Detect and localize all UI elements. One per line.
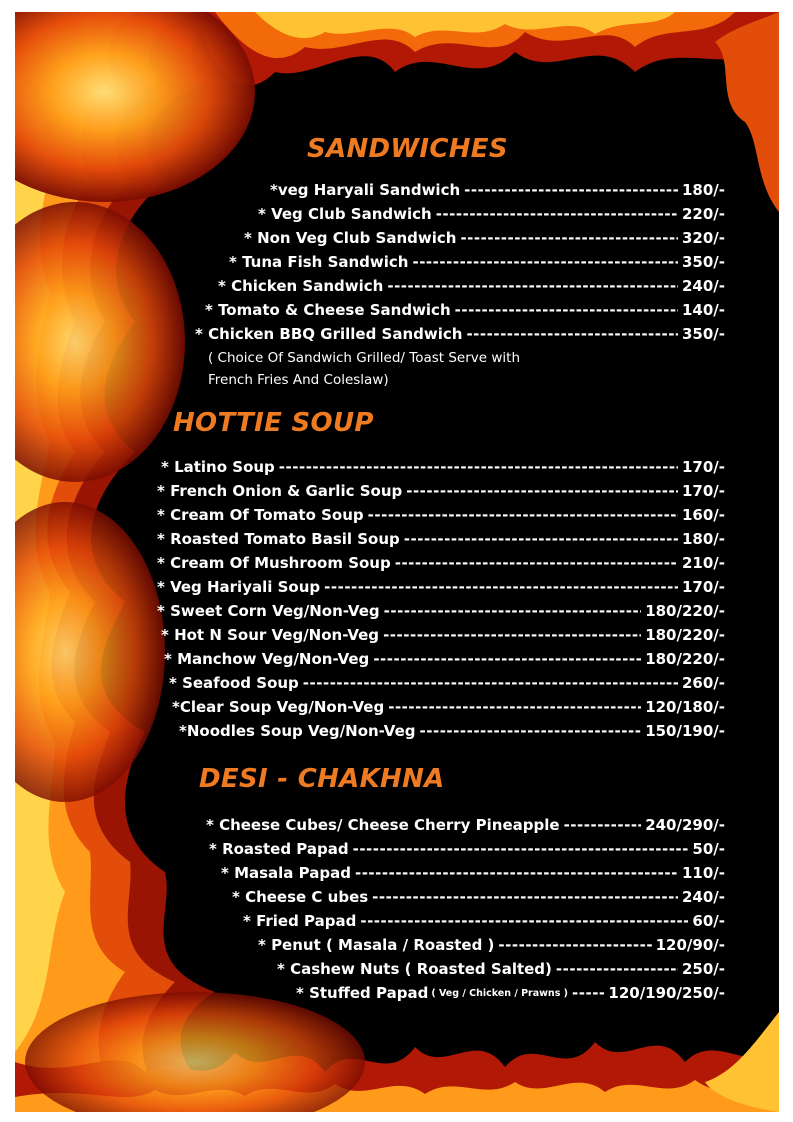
menu-item: [296, 982, 725, 1004]
leader-dots: [384, 602, 642, 620]
menu-item: [209, 838, 725, 860]
item-name: * Seafood Soup: [169, 674, 299, 692]
item-name: * Hot N Sour Veg/Non-Veg: [161, 626, 380, 644]
item-price: 180/220/-: [645, 650, 725, 668]
item-name: * Chicken BBQ Grilled Sandwich: [195, 325, 463, 343]
leader-dots: [388, 698, 641, 716]
item-price: 60/-: [692, 912, 725, 930]
menu-item: [244, 227, 725, 249]
item-name: *Clear Soup Veg/Non-Veg: [172, 698, 385, 716]
item-price: 210/-: [681, 554, 725, 572]
item-price: 240/290/-: [645, 816, 725, 834]
leader-dots: [355, 864, 678, 882]
item-price: 180/220/-: [645, 602, 725, 620]
menu-item: [164, 648, 725, 670]
item-name: * French Onion & Garlic Soup: [157, 482, 403, 500]
item-price: 240/-: [681, 277, 725, 295]
menu-item: [258, 203, 725, 225]
menu-item: [161, 456, 725, 478]
leader-dots: [360, 912, 688, 930]
item-subtext: ( Veg / Chicken / Prawns ): [431, 987, 569, 999]
item-name: * Sweet Corn Veg/Non-Veg: [157, 602, 380, 620]
leader-dots: [404, 530, 678, 548]
menu-item: [277, 958, 725, 980]
menu-item: [218, 275, 725, 297]
leader-dots: [387, 277, 678, 295]
leader-dots: [455, 301, 678, 319]
leader-dots: [572, 984, 604, 1002]
item-name: * Latino Soup: [161, 458, 275, 476]
item-name: * Stuffed Papad: [296, 984, 429, 1002]
item-price: 170/-: [681, 482, 725, 500]
item-name: * Chicken Sandwich: [218, 277, 384, 295]
item-price: 240/-: [681, 888, 725, 906]
menu-item: [169, 672, 725, 694]
item-price: 250/-: [681, 960, 725, 978]
item-name: * Cream Of Mushroom Soup: [157, 554, 391, 572]
item-name: * Non Veg Club Sandwich: [244, 229, 457, 247]
item-price: 260/-: [681, 674, 725, 692]
menu-item: [270, 179, 725, 201]
item-name: * Masala Papad: [221, 864, 351, 882]
menu-item: [157, 600, 725, 622]
leader-dots: [406, 482, 678, 500]
item-price: 140/-: [681, 301, 725, 319]
menu-item: [229, 251, 725, 273]
menu-page: [15, 12, 779, 1112]
menu-item: [243, 910, 725, 932]
item-name: * Penut ( Masala / Roasted ): [258, 936, 495, 954]
menu-item: [205, 299, 725, 321]
leader-dots: [303, 674, 678, 692]
item-price: 120/190/250/-: [608, 984, 725, 1002]
leader-dots: [324, 578, 678, 596]
menu-item: [195, 323, 725, 345]
item-price: 220/-: [681, 205, 725, 223]
leader-dots: [373, 650, 641, 668]
menu-item: [221, 862, 725, 884]
leader-dots: [353, 840, 689, 858]
leader-dots: [395, 554, 678, 572]
leader-dots: [412, 253, 678, 271]
menu-item: [258, 934, 725, 956]
section-title-sandwiches: SANDWICHES: [307, 134, 508, 164]
item-name: * Veg Hariyali Soup: [157, 578, 321, 596]
item-price: 50/-: [692, 840, 725, 858]
menu-item: [206, 814, 725, 836]
item-name: * Roasted Papad: [209, 840, 349, 858]
item-name: * Cheese C ubes: [232, 888, 369, 906]
item-price: 180/-: [681, 530, 725, 548]
item-price: 180/220/-: [645, 626, 725, 644]
item-name: * Tomato & Cheese Sandwich: [205, 301, 451, 319]
leader-dots: [564, 816, 642, 834]
leader-dots: [556, 960, 678, 978]
item-price: 160/-: [681, 506, 725, 524]
item-price: 350/-: [681, 253, 725, 271]
item-price: 170/-: [681, 458, 725, 476]
leader-dots: [372, 888, 678, 906]
leader-dots: [420, 722, 642, 740]
item-name: *Noodles Soup Veg/Non-Veg: [179, 722, 416, 740]
menu-item: [232, 886, 725, 908]
section-title-soup: HOTTIE SOUP: [173, 408, 374, 438]
item-price: 110/-: [681, 864, 725, 882]
section-title-chakhna: DESI - CHAKHNA: [199, 764, 445, 794]
leader-dots: [436, 205, 678, 223]
item-name: * Cheese Cubes/ Cheese Cherry Pineapple: [206, 816, 560, 834]
item-price: 180/-: [681, 181, 725, 199]
menu-item: [157, 504, 725, 526]
item-price: 320/-: [681, 229, 725, 247]
menu-item: [157, 528, 725, 550]
item-name: * Tuna Fish Sandwich: [229, 253, 409, 271]
item-name: * Roasted Tomato Basil Soup: [157, 530, 400, 548]
leader-dots: [464, 181, 678, 199]
item-name: *veg Haryali Sandwich: [270, 181, 461, 199]
item-price: 120/90/-: [655, 936, 725, 954]
item-name: * Cashew Nuts ( Roasted Salted): [277, 960, 552, 978]
leader-dots: [279, 458, 678, 476]
item-name: * Fried Papad: [243, 912, 357, 930]
menu-item: [157, 576, 725, 598]
item-price: 170/-: [681, 578, 725, 596]
menu-item: [157, 480, 725, 502]
menu-item: [179, 720, 725, 742]
item-name: * Cream Of Tomato Soup: [157, 506, 364, 524]
leader-dots: [466, 325, 678, 343]
leader-dots: [460, 229, 678, 247]
menu-item: [172, 696, 725, 718]
item-name: * Veg Club Sandwich: [258, 205, 432, 223]
menu-item: [157, 552, 725, 574]
item-price: 150/190/-: [645, 722, 725, 740]
item-price: 350/-: [681, 325, 725, 343]
sandwich-note-line2: French Fries And Coleslaw): [208, 372, 389, 388]
sandwich-note-line1: ( Choice Of Sandwich Grilled/ Toast Serve with: [208, 350, 521, 366]
leader-dots: [368, 506, 678, 524]
leader-dots: [383, 626, 641, 644]
menu-item: [161, 624, 725, 646]
leader-dots: [498, 936, 651, 954]
item-name: * Manchow Veg/Non-Veg: [164, 650, 370, 668]
item-price: 120/180/-: [645, 698, 725, 716]
